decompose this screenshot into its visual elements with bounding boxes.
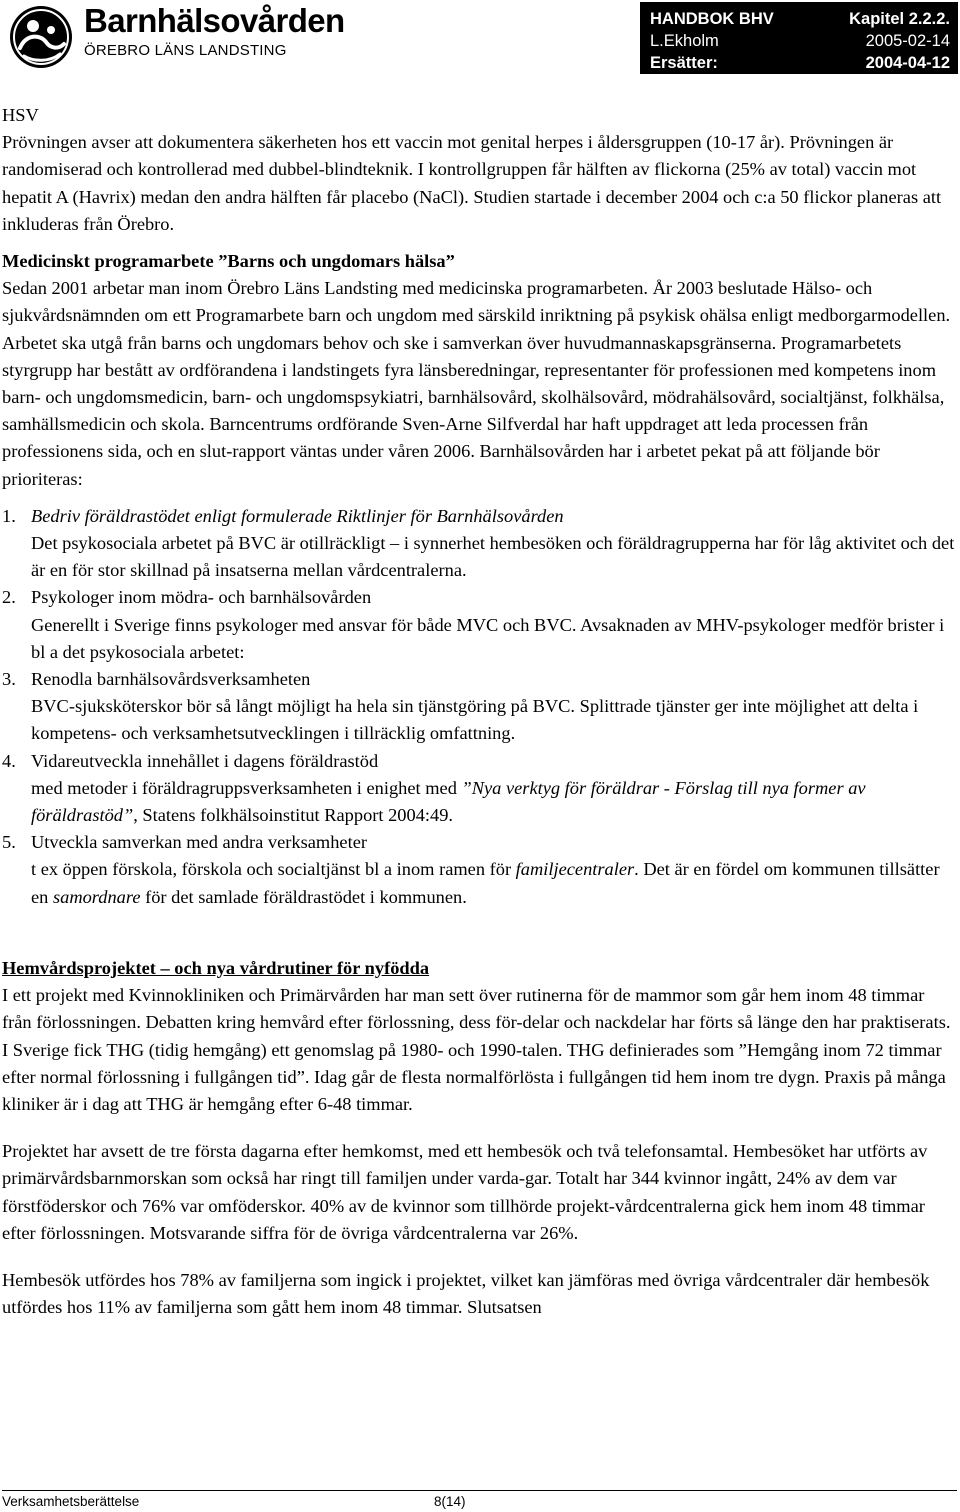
priority-item xyxy=(2,503,957,585)
priority-text xyxy=(31,775,957,829)
priority-title: Utveckla samverkan med andra verksamheter xyxy=(31,832,367,853)
priority-text xyxy=(31,856,957,910)
priority-item xyxy=(2,829,957,911)
brand-name: Barnhälsovården xyxy=(84,2,345,39)
hemvard-heading: Hemvårdsprojektet – och nya vårdrutiner för nyfödda xyxy=(2,957,430,978)
priority-title: Bedriv föräldrastödet enligt formulerade Riktlinjer för Barnhälsovården xyxy=(31,505,564,526)
document-date: 2005-02-14 xyxy=(865,32,950,50)
priority-text-post: för det samlade föräldrastödet i kommunen. xyxy=(140,886,467,907)
priority-item xyxy=(2,584,957,666)
document-meta-box xyxy=(640,2,958,74)
priority-title: Psykologer inom mödra- och barnhälsovården xyxy=(31,587,372,608)
replaces-label: Ersätter: xyxy=(650,54,718,72)
priority-list xyxy=(2,503,957,911)
handbook-label: HANDBOK BHV xyxy=(650,10,774,28)
page-number: 8(14) xyxy=(434,1494,466,1509)
priority-text-mid: . Det är en fördel om kommunen tillsätter en xyxy=(31,859,940,907)
hemvard-paragraph-1: I ett projekt med Kvinnokliniken och Primärvården har man sett över rutinerna för de mammor som går hem inom 48 timmar från förlossningen. Debatten kring hemvård efter förlossning, dess för-delar och nackdelar har förts så länge den har praktiserats. I Sverige fick THG (tidig hemgång) ett genomslag på 1980- och 1990-talen. THG definierades som ”Hemgång inom 72 timmar efter normal förlossning i fullgången tid”. Idag går de flesta normalförlösta i fullgången tid hem inom tre dygn. Praxis på många kliniker är i dag att THG är hemgång efter 6-48 timmar. xyxy=(2,985,951,1114)
priority-number: 1. xyxy=(2,505,16,526)
author-name: L.Ekholm xyxy=(650,32,719,50)
priority-number: 4. xyxy=(2,750,16,771)
document-body xyxy=(2,102,957,1321)
priority-number: 5. xyxy=(2,832,16,853)
priority-text-pre: med metoder i föräldragruppsverksamheten i enighet med xyxy=(31,777,462,798)
priority-text-post: , Statens folkhälsoinstitut Rapport 2004:49. xyxy=(133,805,453,826)
brand-subtitle: ÖREBRO LÄNS LANDSTING xyxy=(84,42,287,59)
hemvard-paragraph-3: Hembesök utfördes hos 78% av familjerna som ingick i projektet, vilket kan jämföras med övriga vårdcentraler där hembesök utfördes hos 11% av familjerna som gått hem inom 48 timmar. Slutsatsen xyxy=(2,1269,930,1318)
priority-text: BVC-sjuksköterskor bör så långt möjligt ha hela sin tjänstgöring på BVC. Splittrade tjänster ger inte möjlighet att delta i kompetens- och verksamhetsutvecklingen i tillräcklig omfattning. xyxy=(31,696,919,744)
priority-text: Det psykosociala arbetet på BVC är otillräckligt – i synnerhet hembesöken och föräldragrupperna har för låg aktivitet och det är en för stor skillnad på insatserna mellan vårdcentralerna. xyxy=(31,533,955,581)
term-familjecentraler: familjecentraler xyxy=(515,859,635,880)
priority-text: Generellt i Sverige finns psykologer med ansvar för både MVC och BVC. Avsaknaden av MHV-psykologer medför brister i bl a det psykosociala arbetet: xyxy=(31,614,945,662)
priority-item xyxy=(2,748,957,830)
term-samordnare: samordnare xyxy=(52,886,141,907)
priority-item xyxy=(2,666,957,748)
replaces-date: 2004-04-12 xyxy=(865,54,950,72)
chapter-label: Kapitel 2.2.2. xyxy=(849,10,950,28)
hsv-paragraph: Prövningen avser att dokumentera säkerheten hos ett vaccin mot genital herpes i åldersgruppen (10-17 år). Prövningen är randomiserad och kontrollerad med dubbel-blindteknik. I kontrollgruppen får hälften av flickorna (25% av total) vaccin mot hepatit A (Havrix) medan den andra hälften får placebo (NaCl). Studien startade i december 2004 och c:a 50 flickor planeras att inkluderas från Örebro. xyxy=(2,132,942,234)
barnhalsovarden-logo-icon xyxy=(6,4,76,70)
medicinskt-heading: Medicinskt programarbete ”Barns och ungdomars hälsa” xyxy=(2,251,455,272)
priority-title: Vidareutveckla innehållet i dagens föräldrastöd xyxy=(31,750,379,771)
page-header xyxy=(0,0,960,80)
priority-number: 2. xyxy=(2,587,16,608)
medicinskt-paragraph: Sedan 2001 arbetar man inom Örebro Läns Landsting med medicinska programarbeten. År 2003 beslutade Hälso- och sjukvårdsnämnden om ett Programarbete barn och ungdom med särskild inriktning på psykisk ohälsa enligt medborgarmodellen. Arbetet ska utgå från barns och ungdomars behov och ske i samverkan över huvudmannaskapsgränserna. Programarbetets styrgrupp har bestått av ordförandena i landstingets fyra länsberedningar, representanter för professionen med kompetens inom barn- och ungdomsmedicin, barn- och ungdomspsykiatri, barnhälsovård, skolhälsovård, mödrahälsovård, socialtjänst, folkhälsa, samhällsmedicin och skola. Barncentrums ordförande Sven-Arne Silfverdal har haft uppdraget att leda processen från professionens sida, och en slut-rapport väntas under våren 2006. Barnhälsovården har i arbetet pekat på att följande bör prioriteras: xyxy=(2,278,951,489)
brand xyxy=(84,2,345,61)
hsv-heading: HSV xyxy=(2,105,39,125)
priority-number: 3. xyxy=(2,669,16,690)
priority-text-pre: t ex öppen förskola, förskola och socialtjänst bl a inom ramen för xyxy=(31,859,516,880)
report-title: ”Nya verktyg för föräldrar - Förslag till nya former av föräldrastöd” xyxy=(31,777,866,826)
priority-title: Renodla barnhälsovårdsverksamheten xyxy=(31,669,311,690)
hemvard-paragraph-2: Projektet har avsett de tre första dagarna efter hemkomst, med ett hembesök och två telefonsamtal. Hembesöket har utförts av primärvårdsbarnmorskan som också har ringt till familjen under varda-gar. Totalt har 344 kvinnor ingått, 24% av dem var förstföderskor och 76% var omföderskor. 40% av de kvinnor som tillhörde projekt-vårdcentralerna gick hem inom 48 timmar efter förlossningen. Motsvarande siffra för de övriga vårdcentralerna var 26%. xyxy=(2,1141,928,1243)
footer-title: Verksamhetsberättelse xyxy=(2,1494,140,1509)
